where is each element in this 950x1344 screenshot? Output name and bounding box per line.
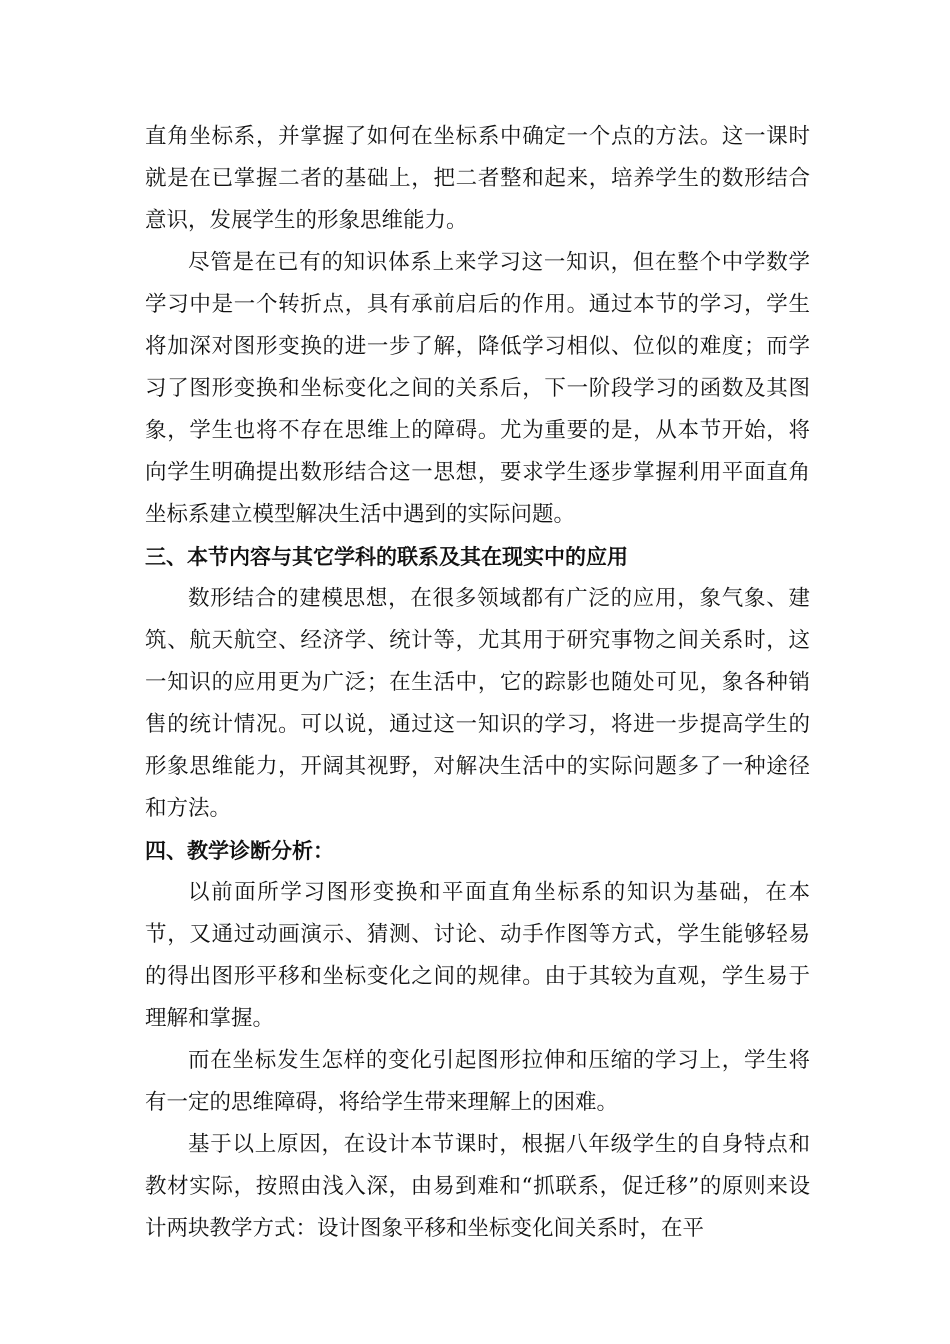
section-heading-4: 四、教学诊断分析：	[145, 839, 334, 863]
paragraph-diagnosis-difficulty: 而在坐标发生怎样的变化引起图形拉伸和压缩的学习上，学生将有一定的思维障碍，将给学生带来理解上的困难。	[145, 1048, 810, 1115]
document-page	[145, 116, 810, 1250]
paragraph-turning-point: 尽管是在已有的知识体系上来学习这一知识，但在整个中学数学学习中是一个转折点，具有承前启后的作用。通过本节的学习，学生将加深对图形变换的进一步了解，降低学习相似、位似的难度；而学习了图形变换和坐标变化之间的关系后，下一阶段学习的函数及其图象，学生也将不存在思维上的障碍。尤为重要的是，从本节开始，将向学生明确提出数形结合这一思想，要求学生逐步掌握利用平面直角坐标系建立模型解决生活中遇到的实际问题。	[145, 250, 810, 527]
paragraph-diagnosis-basis: 以前面所学习图形变换和平面直角坐标系的知识为基础，在本节，又通过动画演示、猜测、讨论、动手作图等方式，学生能够轻易的得出图形平移和坐标变化之间的规律。由于其较为直观，学生易于理解和掌握。	[145, 880, 810, 1031]
section-heading-3: 三、本节内容与其它学科的联系及其在现实中的应用	[145, 545, 628, 569]
paragraph-intro-continued: 直角坐标系，并掌握了如何在坐标系中确定一个点的方法。这一课时就是在已掌握二者的基础上，把二者整和起来，培养学生的数形结合意识，发展学生的形象思维能力。	[145, 124, 810, 233]
paragraph-applications: 数形结合的建模思想，在很多领域都有广泛的应用，象气象、建筑、航天航空、经济学、统计等，尤其用于研究事物之间关系时，这一知识的应用更为广泛；在生活中，它的踪影也随处可见，象各种销售的统计情况。可以说，通过这一知识的学习，将进一步提高学生的形象思维能力，开阔其视野，对解决生活中的实际问题多了一种途径和方法。	[145, 586, 810, 821]
paragraph-design-approach: 基于以上原因，在设计本节课时，根据八年级学生的自身特点和教材实际，按照由浅入深，由易到难和“抓联系，促迁移”的原则来设计两块教学方式：设计图象平移和坐标变化间关系时，在平	[145, 1132, 810, 1241]
